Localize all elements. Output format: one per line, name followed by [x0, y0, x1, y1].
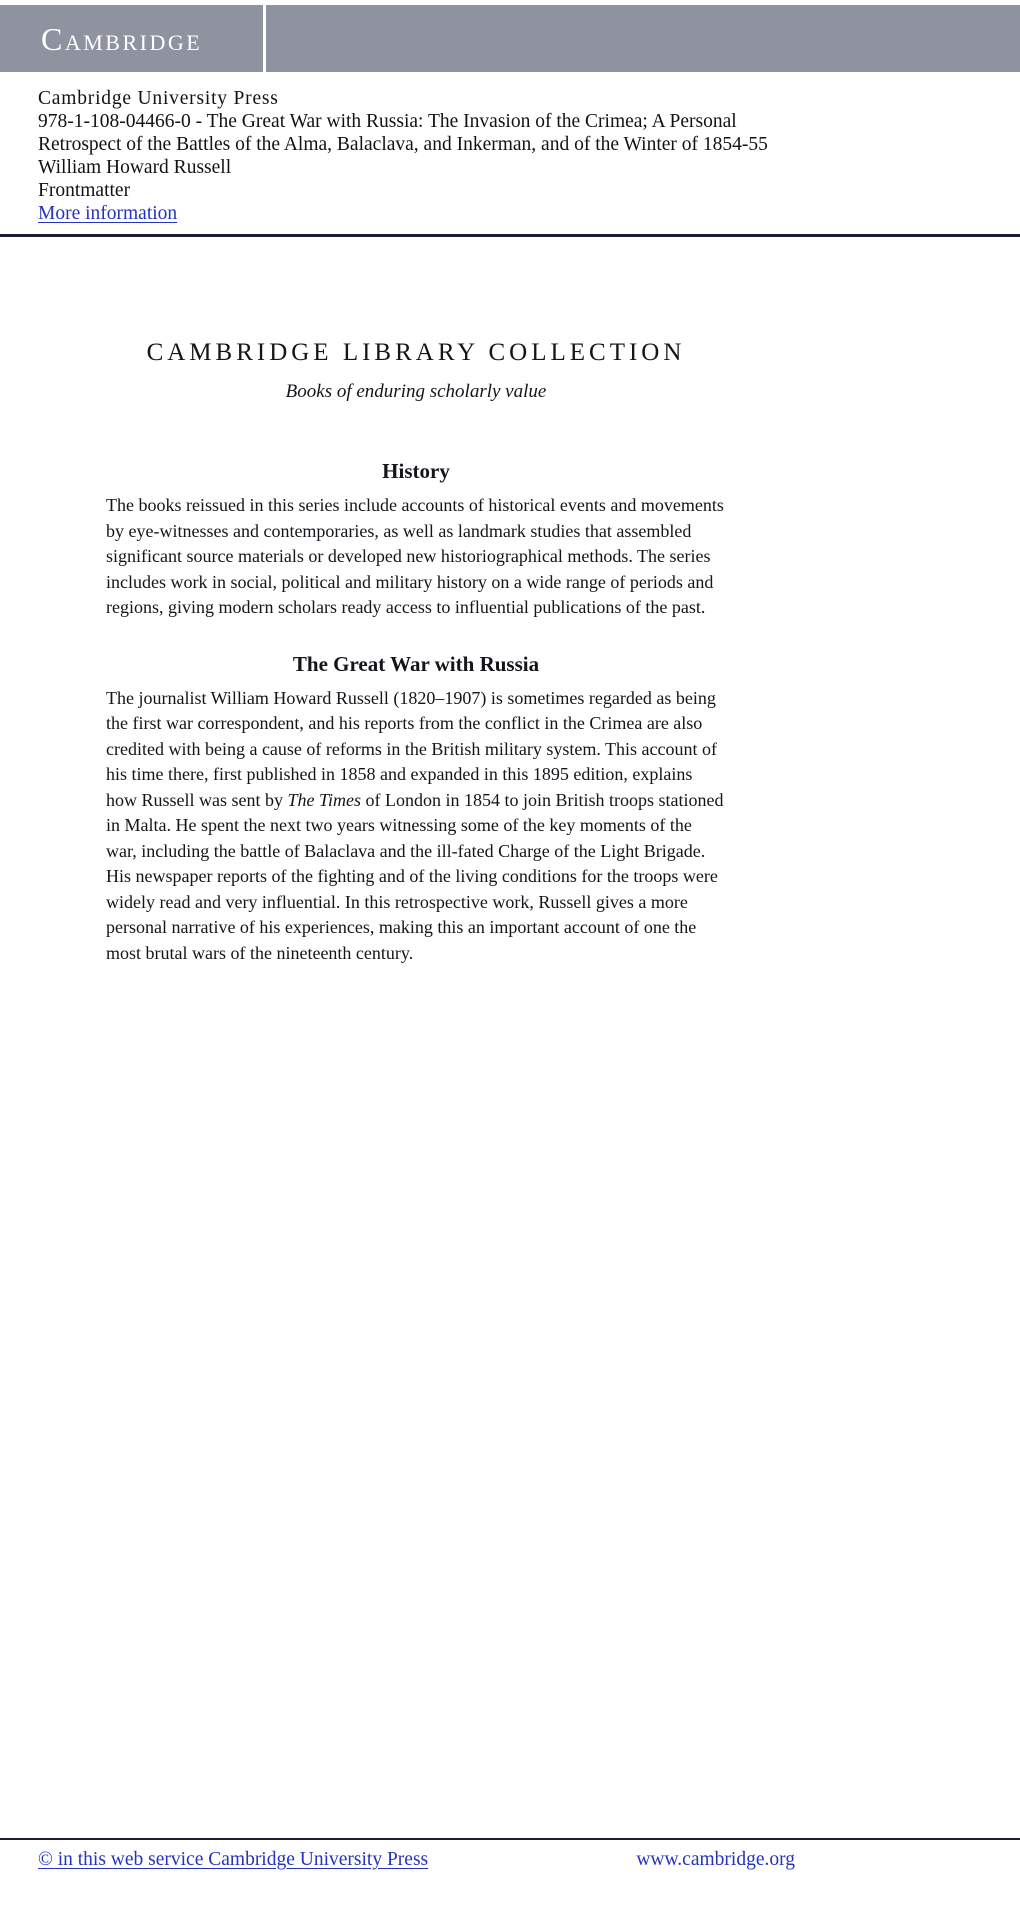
history-heading: History	[382, 459, 450, 483]
collection-subtitle: Books of enduring scholarly value	[285, 381, 547, 402]
more-information-link[interactable]: More information	[38, 203, 178, 224]
cambridge-header-bar	[0, 5, 1020, 72]
book-paragraph-text-end: of London in 1854 to join British troops stationed in Malta. He spent the next two years witnessing some of the key moments of the war, including the battle of Balaclava and the ill-fated Charge of the Light Brigade. His newspaper reports of the fighting and of the living conditions for the troops were widely read and very influential. In this retrospective work, Russell gives a more personal narrative of his experiences, making this an important account of one the most brutal wars of the nineteenth century.	[106, 789, 724, 963]
history-paragraph: The books reissued in this series include accounts of historical events and movements by eye-witnesses and contemporaries, as well as landmark studies that assembled significant source materials or developed new historiographical methods. The series includes work in social, political and military history on a wide range of periods and regions, giving modern scholars ready access to influential publications of the past.	[106, 495, 724, 617]
collection-title: CAMBRIDGE LIBRARY COLLECTION	[146, 339, 686, 366]
book-title-line-2: Retrospect of the Battles of the Alma, Balaclava, and Inkerman, and of the Winter of 1854-55	[38, 134, 768, 155]
publication-meta	[38, 87, 1003, 225]
page-footer	[38, 1848, 795, 1872]
publisher-name: Cambridge University Press	[38, 88, 279, 109]
book-page-scan	[0, 338, 832, 966]
top-divider-rule	[0, 234, 1020, 237]
book-paragraph	[106, 686, 726, 967]
footer-divider-rule	[0, 1838, 1020, 1840]
cambridge-url-link[interactable]: www.cambridge.org	[636, 1849, 795, 1870]
author-name: William Howard Russell	[38, 157, 232, 178]
section-label: Frontmatter	[38, 180, 131, 201]
the-times-italic: The Times	[287, 789, 362, 810]
book-title-line-1: 978-1-108-04466-0 - The Great War with Russia: The Invasion of the Crimea; A Personal	[38, 111, 737, 132]
header-divider	[263, 5, 266, 72]
book-paragraph-text-start: The journalist William Howard Russell (1820–1907) is sometimes regarded as being the first war correspondent, and his reports from the conflict in the Crimea are also credited with being a cause of reforms in the British military system. This account of his time there, first published in 1858 and expanded in this 1895 edition, explains how Russell was sent by	[106, 687, 718, 810]
book-heading: The Great War with Russia	[292, 651, 540, 676]
cambridge-logo: Cambridge	[41, 20, 203, 57]
copyright-web-service-link[interactable]: © in this web service Cambridge University Press	[38, 1849, 429, 1870]
